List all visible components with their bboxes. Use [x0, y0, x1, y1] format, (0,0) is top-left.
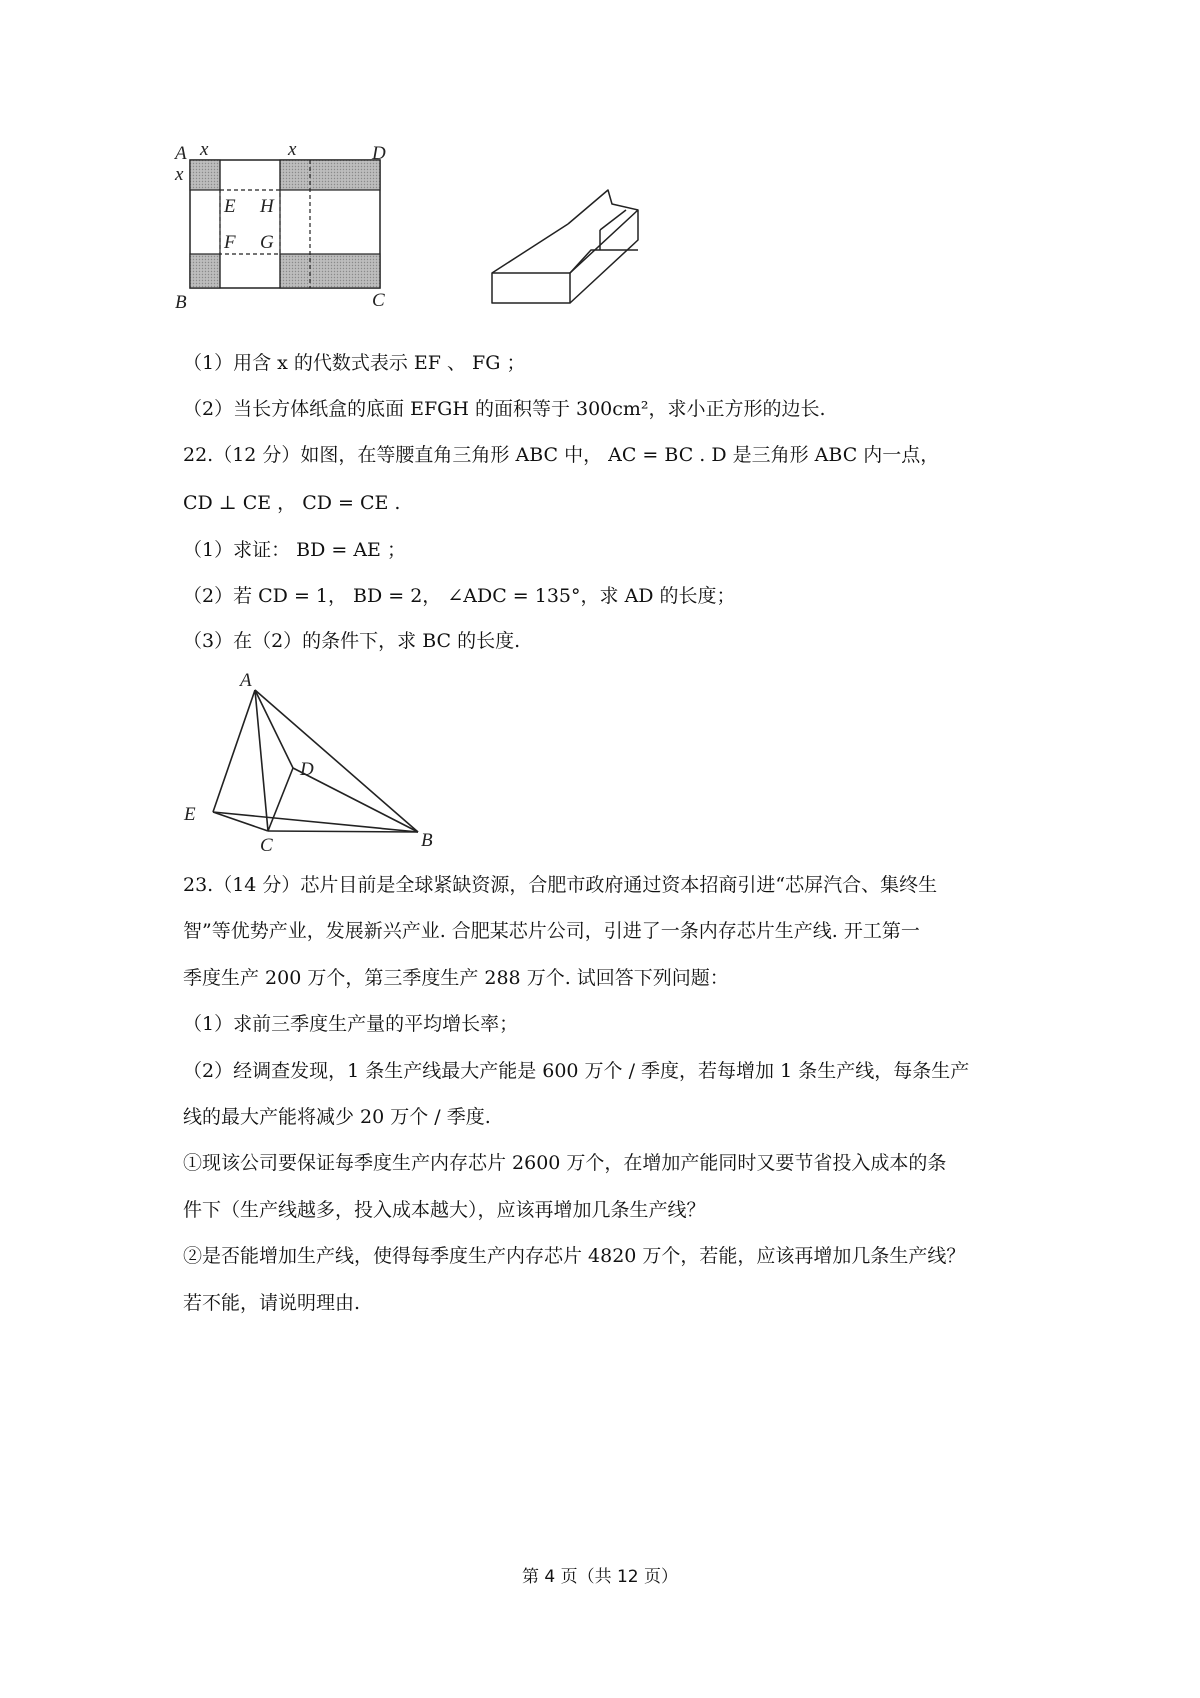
- shaded-square: [190, 254, 220, 288]
- label-H: H: [260, 196, 274, 217]
- page-footer: 第 4 页（共 12 页）: [521, 1567, 679, 1587]
- label-F: F: [224, 232, 236, 253]
- label-x-top-left: x: [200, 139, 209, 160]
- label-C: C: [372, 290, 385, 311]
- label-G: G: [260, 232, 274, 253]
- q23-sub1-line2: 件下（生产线越多，投入成本越大），应该再增加几条生产线？: [183, 1199, 706, 1221]
- label-B: B: [175, 292, 187, 313]
- q22-line2: CD ⊥ CE ， CD = CE .: [183, 492, 401, 514]
- q23-line3: 季度生产 200 万个，第三季度生产 288 万个. 试回答下列问题：: [183, 967, 729, 989]
- label-D: D: [372, 143, 386, 164]
- label-A: A: [175, 143, 187, 164]
- shaded-strip: [280, 160, 380, 190]
- q23-part1: （1）求前三季度生产量的平均增长率；: [183, 1013, 519, 1035]
- q22-part3: （3）在（2）的条件下，求 BC 的长度.: [183, 630, 521, 652]
- shaded-strip: [280, 254, 380, 288]
- label-C: C: [260, 835, 273, 856]
- q23-sub2-line2: 若不能，请说明理由.: [183, 1292, 361, 1314]
- label-A: A: [240, 670, 252, 691]
- shaded-square: [190, 160, 220, 190]
- q23-line1: 23.（14 分）芯片目前是全球紧缺资源，合肥市政府通过资本招商引进“芯屏汽合、集终生: [183, 874, 938, 896]
- q23-part2-line1: （2）经调查发现，1 条生产线最大产能是 600 万个 / 季度，若每增加 1 条生产线，每条生产: [183, 1060, 970, 1082]
- q23-part2-line2: 线的最大产能将减少 20 万个 / 季度.: [183, 1106, 491, 1128]
- label-E: E: [184, 804, 196, 825]
- q22-line1: 22.（12 分）如图，在等腰直角三角形 ABC 中， AC = BC . D 是三角形 ABC 内一点，: [183, 444, 940, 466]
- label-D: D: [300, 759, 314, 780]
- triangle-figure: [178, 668, 438, 854]
- q22-part2: （2）若 CD = 1， BD = 2， ∠ADC = 135°，求 AD 的长度；: [183, 585, 736, 607]
- q21-part2: （2）当长方体纸盒的底面 EFGH 的面积等于 300cm²，求小正方形的边长.: [183, 398, 826, 420]
- label-x-top-right: x: [288, 139, 297, 160]
- q23-sub1-line1: ①现该公司要保证每季度生产内存芯片 2600 万个，在增加产能同时又要节省投入成本的条: [183, 1152, 947, 1174]
- q21-part1: （1）用含 x 的代数式表示 EF 、 FG ；: [183, 352, 526, 374]
- open-box-figure: [488, 188, 648, 310]
- q23-sub2-line1: ②是否能增加生产线，使得每季度生产内存芯片 4820 万个，若能，应该再增加几条生产线？: [183, 1245, 966, 1267]
- q22-part1: （1）求证： BD = AE ；: [183, 539, 406, 561]
- label-B: B: [421, 830, 433, 851]
- label-x-left: x: [175, 164, 184, 185]
- box-net-figure: [175, 139, 420, 313]
- q23-line2: 智”等优势产业，发展新兴产业. 合肥某芯片公司，引进了一条内存芯片生产线. 开工第一: [183, 920, 920, 942]
- label-E: E: [224, 196, 236, 217]
